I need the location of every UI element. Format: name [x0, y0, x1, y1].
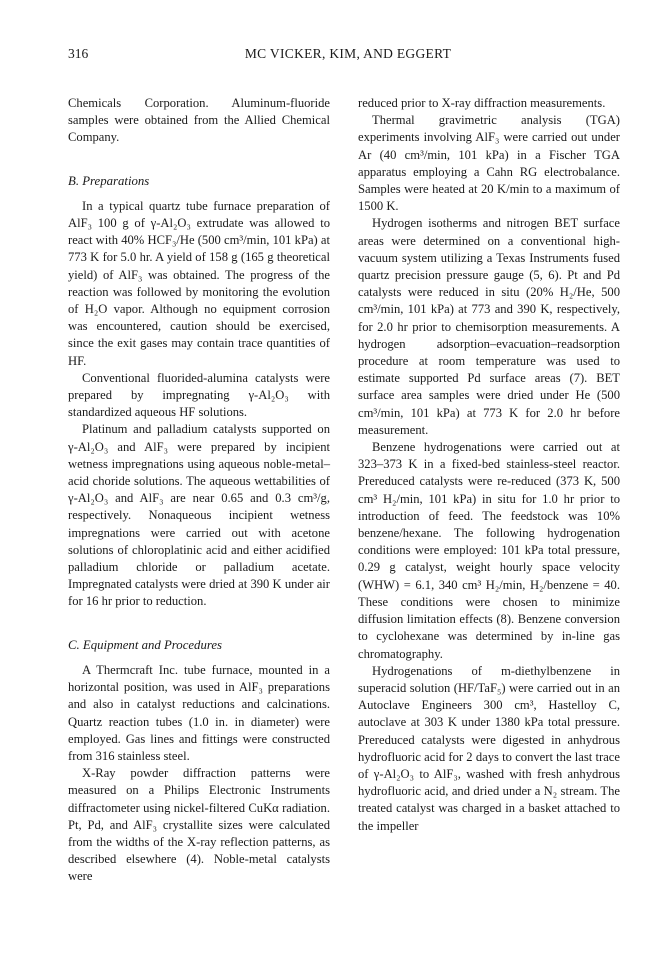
paragraph-intro: Chemicals Corporation. Aluminum-fluoride samples were obtained from the Allied Chemical Company.: [68, 96, 330, 145]
paragraph-benzene-hydrogenation: Benzene hydrogenations were carried out at 323–373 K in a fixed-bed stainless-steel reactor. Prereduced catalysts were re-reduced (373 K, 500 cm³ H₂/min, 101 kPa) in situ for 1.0 hr prior to introduction of feed. The feedstock was 10% benzene/hexane. The following hydrogenation conditions were employed: 101 kPa total pressure, 0.29 g catalyst, weight hourly space velocity (WHW) = 6.1, 340 cm³ H₂/min, H₂/benzene = 40. These conditions were chosen to minimize diffusion limitation effects (8). Benzene conversion to cyclohexane was determined by in-line gas chromatography.: [358, 440, 620, 661]
paragraph-hydrogen-isotherms: Hydrogen isotherms and nitrogen BET surface areas were determined on a conventional high-vacuum system utilizing a Texas Instruments fused quartz precision pressure gauge (5, 6). Pt and Pd catalysts were reduced in situ (20% H₂/He, 500 cm³/min, 101 kPa) at 773 and 390 K, respectively, for 2.0 hr prior to chemisorption measurements. A hydrogen adsorption–evacuation–readsorption procedure at room temperature was used to estimate supported Pd surface areas (7). BET surface area samples were dried under He (500 cm³/min, 101 kPa) at 773 K for 2.0 hr before measurement.: [358, 216, 620, 437]
paragraph-noble-metal-catalysts: Platinum and palladium catalysts supported on γ-Al₂O₃ and AlF₃ were prepared by incipient wetness impregnations using aqueous noble-metal–acid choride solutions. The aqueous wettabilities of γ-Al₂O₃ and AlF₃ are near 0.65 and 0.3 cm³/g, respectively. Nonaqueous incipient wetness impregnations were carried out with acetone solutions of chloroplatinic acid and either acidified palladium chloride or palladium acetate. Impregnated catalysts were dried at 390 K under air for 16 hr prior to reduction.: [68, 422, 330, 609]
paragraph-diethylbenzene-hydrogenation: Hydrogenations of m-diethylbenzene in superacid solution (HF/TaF₅) were carried out in an Autoclave Engineers 300 cm³, Hastelloy C, autoclave at 303 K under 1380 kPa total pressure. Prereduced catalysts were digested in anhydrous hydrofluoric acid for 2 days to convert the last trace of γ-Al₂O₃ to AlF₃, washed with fresh anhydrous hydrofluoric acid, and dried under a N₂ stream. The treated catalyst was charged in a basket attached to the impeller: [358, 663, 620, 833]
section-heading-preparations: B. Preparations: [68, 173, 150, 188]
paragraph-tube-furnace: A Thermcraft Inc. tube furnace, mounted in a horizontal position, was used in AlF₃ preparations and also in catalyst reductions and calcinations. Quartz reaction tubes (1.0 in. in diameter) were employed. Gas lines and fittings were constructed from 316 stainless steel.: [68, 662, 330, 763]
section-heading-equipment: C. Equipment and Procedures: [68, 637, 223, 652]
right-column: [358, 95, 620, 835]
page-header: [68, 46, 628, 66]
paragraph-xray-continued: reduced prior to X-ray diffraction measurements.: [358, 96, 606, 110]
paragraph-tga: Thermal gravimetric analysis (TGA) experiments involving AlF₃ were carried out under Ar (40 cm³/min, 101 kPa) in a Fischer TGA apparatus employing a Cahn RG electrobalance. Samples were heated at 20 K/min to a maximum of 1500 K.: [358, 113, 620, 214]
paragraph-xray-diffraction: X-Ray powder diffraction patterns were measured on a Philips Electronic Instruments diffractometer using nickel-filtered CuKα radiation. Pt, Pd, and AlF₃ crystallite sizes were calculated from the widths of the X-ray reflection patterns, as described elsewhere (4). Noble-metal catalysts were: [68, 766, 330, 884]
page-number: 316: [68, 46, 89, 61]
running-head: MC VICKER, KIM, AND EGGERT: [244, 46, 452, 61]
paragraph-fluorided-alumina: Conventional fluorided-alumina catalysts were prepared by impregnating γ-Al₂O₃ with standardized aqueous HF solutions.: [68, 370, 330, 420]
paragraph-alf3-preparation: In a typical quartz tube furnace preparation of AlF₃ 100 g of γ-Al₂O₃ extrudate was allowed to react with 40% HCF₃/He (500 cm³/min, 101 kPa) at 773 K for 5.0 hr. A yield of 158 g (165 g theoretical yield) of AlF₃ was obtained. The progress of the reaction was followed by monitoring the evolution of H₂O vapor. Although no equipment corrosion was encountered, caution should be exercised, since the exit gases may contain trace quantities of HF.: [68, 198, 330, 368]
left-column: [68, 95, 330, 886]
